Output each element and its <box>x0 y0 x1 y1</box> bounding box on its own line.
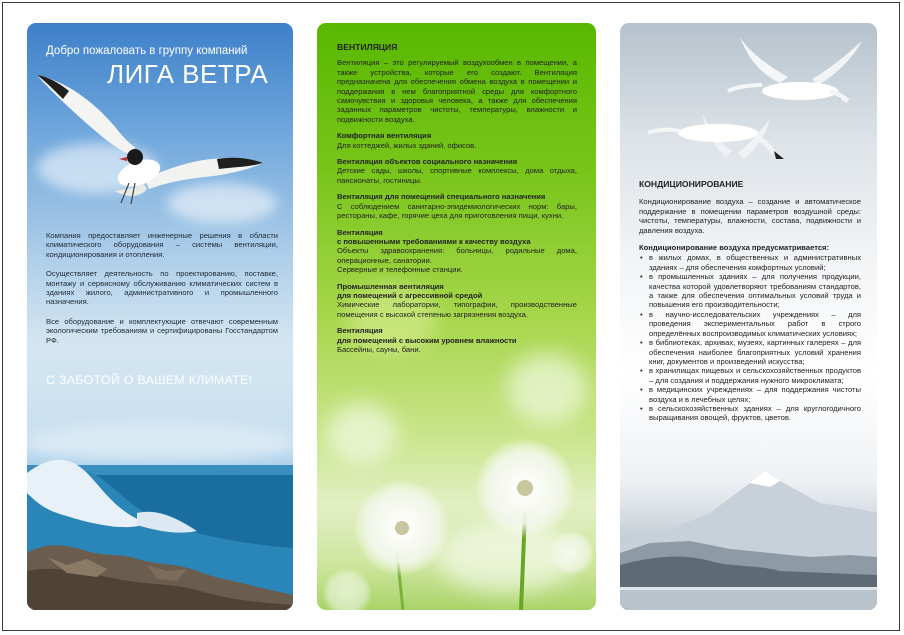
ventilation-type <box>337 228 577 275</box>
section-title: ВЕНТИЛЯЦИЯ <box>337 42 398 52</box>
conditioning-intro: Кондиционирование воздуха – создание и автоматическое поддержание в помещении параметров воздушной среды: чистоты, температуры, влажности, состава, подвижности и давления воздуха. <box>639 197 861 235</box>
ventilation-type <box>337 157 577 185</box>
ventilation-type <box>337 326 577 354</box>
ventilation-type-heading: Комфортная вентиляция <box>337 131 432 141</box>
ventilation-type-heading: Вентиляция с повышенными требованиями к качеству воздуха <box>337 227 531 246</box>
tagline: С ЗАБОТОЙ О ВАШЕМ КЛИМАТЕ! <box>46 373 253 387</box>
sea-rocks-image <box>27 453 293 610</box>
ventilation-type-text: Химические лаборатории, типографии, производственные помещения с высокой степенью загрязнения воздуха. <box>337 300 577 319</box>
ventilation-type-text: Для коттеджей, жилых зданий, офисов. <box>337 140 477 150</box>
panel-ventilation <box>317 23 596 610</box>
list-item: • в сельскохозяйственных зданиях – для круглогодичного выращивания овощей, фруктов, цветов. <box>649 404 861 423</box>
ventilation-type <box>337 282 577 320</box>
ventilation-intro: Вентиляция – это регулируемый воздухообмен в помещении, а также устройства, которые его создают. Вентиляция предназначена для обеспечения обмена воздуха в помещении и поддержания в нем благоприятной среды для комфортного самочувствия и здоровья человека, а также для обеспечения заданных параметров чистоты, температуры, влажности и подвижности воздуха. <box>337 58 577 124</box>
ventilation-type-heading: Промышленная вентиляция для помещений с агрессивной средой <box>337 281 483 300</box>
panel-conditioning <box>620 23 877 610</box>
description-paragraph: Осуществляет деятельность по проектированию, поставке, монтажу и сервисному обслуживанию климатических систем в зданиях жилого, административного и промышленного назначения. <box>46 269 278 307</box>
ventilation-type-text: Бассейны, сауны, бани. <box>337 344 421 354</box>
mountain-lake-image <box>620 453 877 610</box>
conditioning-subheading: Кондиционирование воздуха предусматривается: <box>639 243 830 253</box>
section-title: КОНДИЦИОНИРОВАНИЕ <box>639 179 744 189</box>
swans-image <box>640 33 877 178</box>
ventilation-type-text: Детские сады, школы, спортивные комплексы, дома отдыха, пансионаты, гостиницы. <box>337 166 577 185</box>
ventilation-type <box>337 131 577 150</box>
conditioning-list <box>639 253 861 422</box>
ventilation-type <box>337 192 577 220</box>
seagull-image <box>35 71 265 206</box>
welcome-text: Добро пожаловать в группу компаний <box>46 45 248 57</box>
brand-name: ЛИГА ВЕТРА <box>107 59 269 89</box>
list-item: • в научно-исследовательских учреждениях – для проведения экспериментальных работ в строго определённых воспроизводимых климатических условиях; <box>649 310 861 338</box>
panel-welcome <box>27 23 293 610</box>
dandelion-image <box>317 413 596 610</box>
ventilation-content <box>337 43 577 361</box>
ventilation-type-heading: Вентиляция объектов социального назначения <box>337 157 518 167</box>
list-item: • в библиотеках, архивах, музеях, картинных галереях – для обеспечения наиболее благоприятных условий хранения книг, документов и произведений искусства; <box>649 338 861 366</box>
company-description <box>46 231 278 355</box>
list-item: • в жилых домах, в общественных и административных зданиях – для обеспечения комфортных условий; <box>649 253 861 272</box>
list-item: • в хранилищах пищевых и сельскохозяйственных продуктов – для создания и поддержания нужного микроклимата; <box>649 366 861 385</box>
ventilation-type-text: Объекты здравоохранения: больницы, родильные дома, операционные, санатории. Серверные и телефонные станции. <box>337 246 577 275</box>
conditioning-content <box>639 180 861 423</box>
description-paragraph: Все оборудование и комплектующие отвечают современным экологическим требованиям и сертифицированы Госстандартом РФ. <box>46 316 278 345</box>
ventilation-type-heading: Вентиляция для помещений специального назначения <box>337 192 546 202</box>
ventilation-type-text: С соблюдением санитарно-эпидемиологических норм: бары, рестораны, кафе, горячие цеха для приготовления пищи, кухни. <box>337 201 577 221</box>
list-item: • в промышленных зданиях – для получения продукции, качества которой удовлетворяют требованиям стандартов, а также для обеспечения оптимальных условий труда и повышения его производительности; <box>649 272 861 310</box>
list-item: • в медицинских учреждениях – для поддержания чистоты воздуха и в лечебных целях; <box>649 385 861 404</box>
description-paragraph: Компания предоставляет инженерные решения в области климатического оборудования – системы вентиляции, кондиционирования и отопления. <box>46 231 278 259</box>
ventilation-type-heading: Вентиляция для помещений с высоким уровнем влажности <box>337 326 517 345</box>
